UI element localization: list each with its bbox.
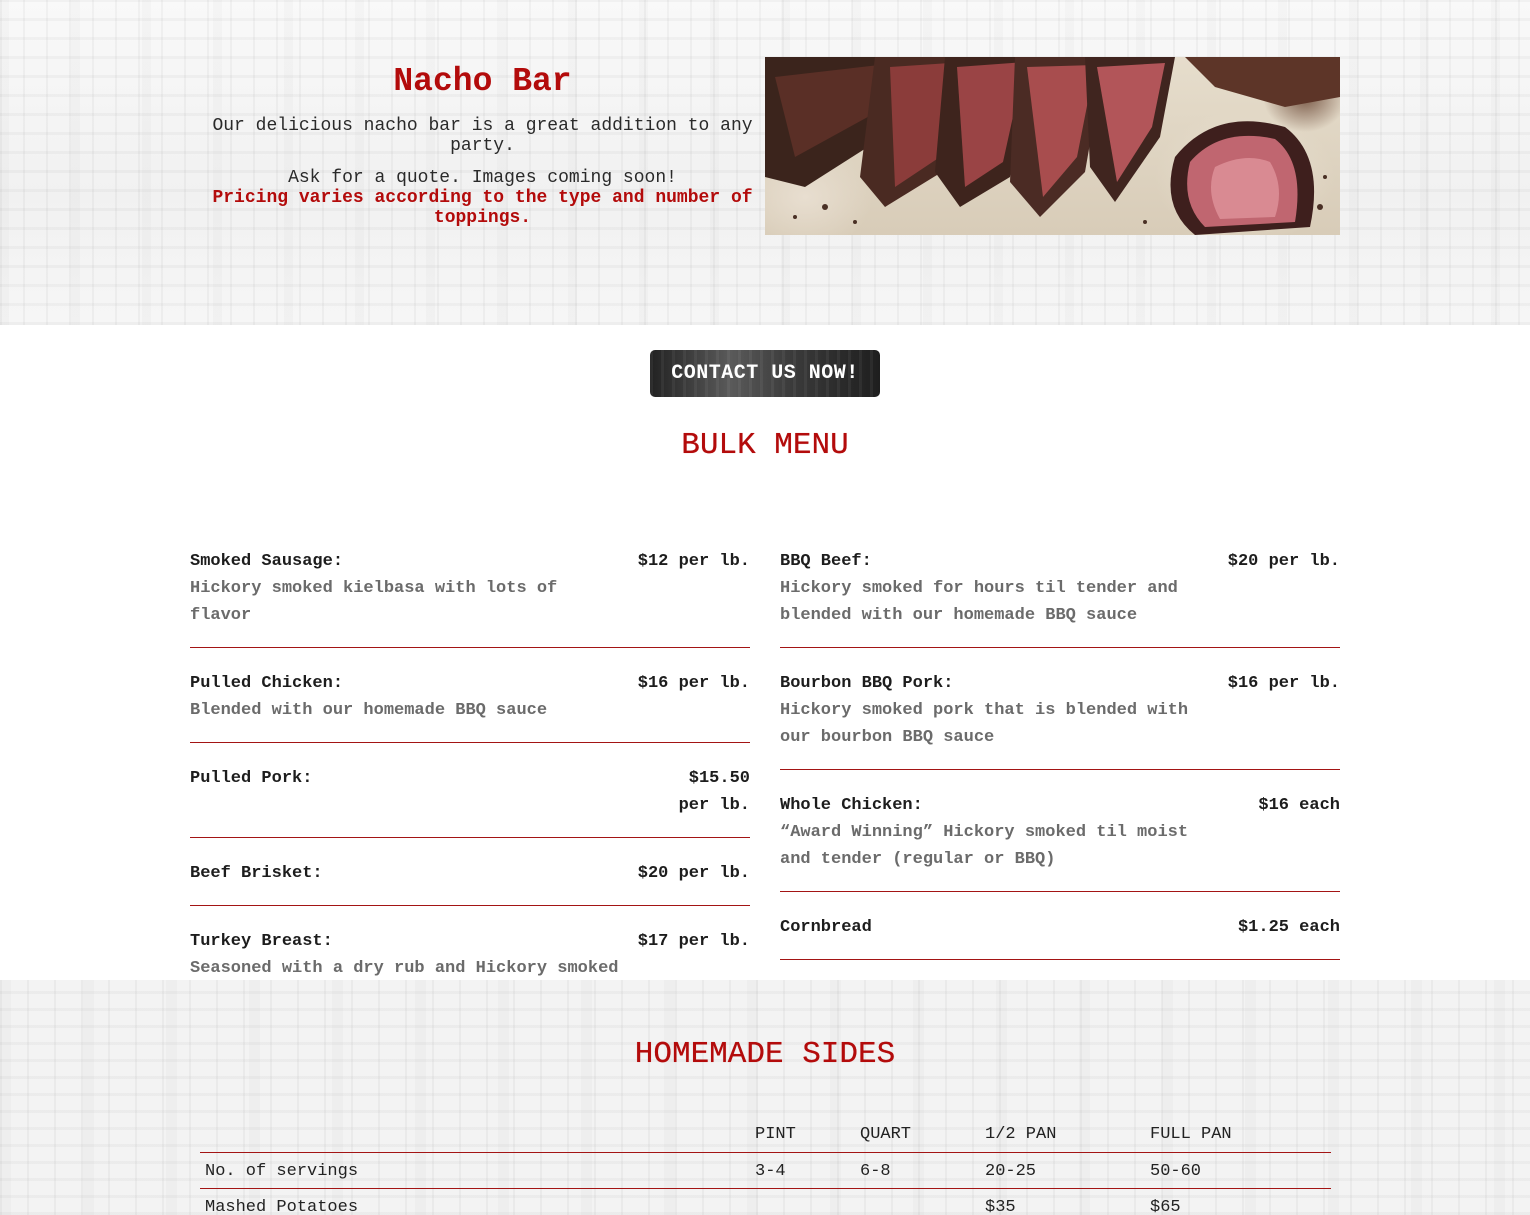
menu-item [780, 670, 1340, 770]
menu-item-price: $15.50 per lb. [678, 769, 750, 815]
menu-item-name: Smoked Sausage: [190, 552, 344, 571]
menu-item-name: Pulled Chicken: [190, 674, 344, 693]
menu-item [190, 670, 750, 743]
table-cell [855, 1189, 980, 1215]
bulk-menu-left-column [190, 548, 750, 1023]
menu-item-price: $16 each [1258, 796, 1340, 815]
menu-item [780, 792, 1340, 892]
menu-item-name: Cornbread [780, 918, 872, 937]
menu-item-price: $12 per lb. [637, 552, 750, 571]
menu-item [190, 765, 750, 838]
menu-item-price: $17 per lb. [637, 932, 750, 951]
table-row [200, 1153, 1331, 1189]
menu-item-price: $20 per lb. [637, 864, 750, 883]
menu-item-name: Whole Chicken: [780, 796, 923, 815]
column-header: QUART [855, 1118, 980, 1153]
menu-item-description: Hickory smoked pork that is blended with our bourbon BBQ sauce [780, 701, 1189, 747]
bulk-menu-title: BULK MENU [681, 428, 849, 463]
menu-item-description: Seasoned with a dry rub and Hickory smoked [190, 959, 619, 978]
table-cell: 6-8 [855, 1153, 980, 1189]
menu-item-price: $20 per lb. [1227, 552, 1340, 571]
menu-item [190, 860, 750, 906]
bulk-menu-right-column [780, 548, 1340, 982]
menu-item-description: Hickory smoked kielbasa with lots of flavor [190, 579, 558, 625]
menu-item-name: Pulled Pork: [190, 769, 313, 788]
menu-item-name: Turkey Breast: [190, 932, 333, 951]
table-row [200, 1189, 1331, 1215]
table-cell: No. of servings [200, 1153, 750, 1189]
table-cell: 3-4 [750, 1153, 855, 1189]
menu-item-price: $16 per lb. [1227, 674, 1340, 693]
menu-item-description: Hickory smoked for hours til tender and blended with our homemade BBQ sauce [780, 579, 1178, 625]
nacho-bar-title: Nacho Bar [393, 63, 572, 100]
brisket-image [765, 57, 1340, 235]
table-cell: 20-25 [980, 1153, 1145, 1189]
column-header: FULL PAN [1145, 1118, 1331, 1153]
column-header: 1/2 PAN [980, 1118, 1145, 1153]
menu-item-name: BBQ Beef: [780, 552, 872, 571]
column-header [200, 1118, 750, 1153]
column-header: PINT [750, 1118, 855, 1153]
menu-item-price: $16 per lb. [637, 674, 750, 693]
menu-item-name: Bourbon BBQ Pork: [780, 674, 954, 693]
menu-item-description: “Award Winning” Hickory smoked til moist and tender (regular or BBQ) [780, 823, 1189, 869]
sides-price-table [200, 1118, 1331, 1215]
table-cell: $65 [1145, 1189, 1331, 1215]
nacho-bar-quote-note: Ask for a quote. Images coming soon! [288, 168, 677, 188]
menu-item-name: Beef Brisket: [190, 864, 323, 883]
table-cell: Mashed Potatoes [200, 1189, 750, 1215]
table-header-row [200, 1118, 1331, 1153]
menu-item [780, 914, 1340, 960]
nacho-bar-section [0, 0, 1530, 325]
menu-item [190, 548, 750, 648]
contact-us-button[interactable]: CONTACT US NOW! [650, 350, 880, 397]
nacho-bar-text [212, 62, 753, 228]
table-cell: $35 [980, 1189, 1145, 1215]
homemade-sides-title: HOMEMADE SIDES [634, 1037, 896, 1072]
nacho-bar-pricing-note: Pricing varies according to the type and number of toppings. [212, 188, 753, 228]
menu-item-price: $1.25 each [1237, 918, 1340, 937]
table-cell [750, 1189, 855, 1215]
menu-item [780, 548, 1340, 648]
sliced-brisket-photo [765, 57, 1340, 235]
menu-item-description: Blended with our homemade BBQ sauce [190, 701, 548, 720]
nacho-bar-description: Our delicious nacho bar is a great addition to any party. [212, 116, 753, 156]
table-cell: 50-60 [1145, 1153, 1331, 1189]
